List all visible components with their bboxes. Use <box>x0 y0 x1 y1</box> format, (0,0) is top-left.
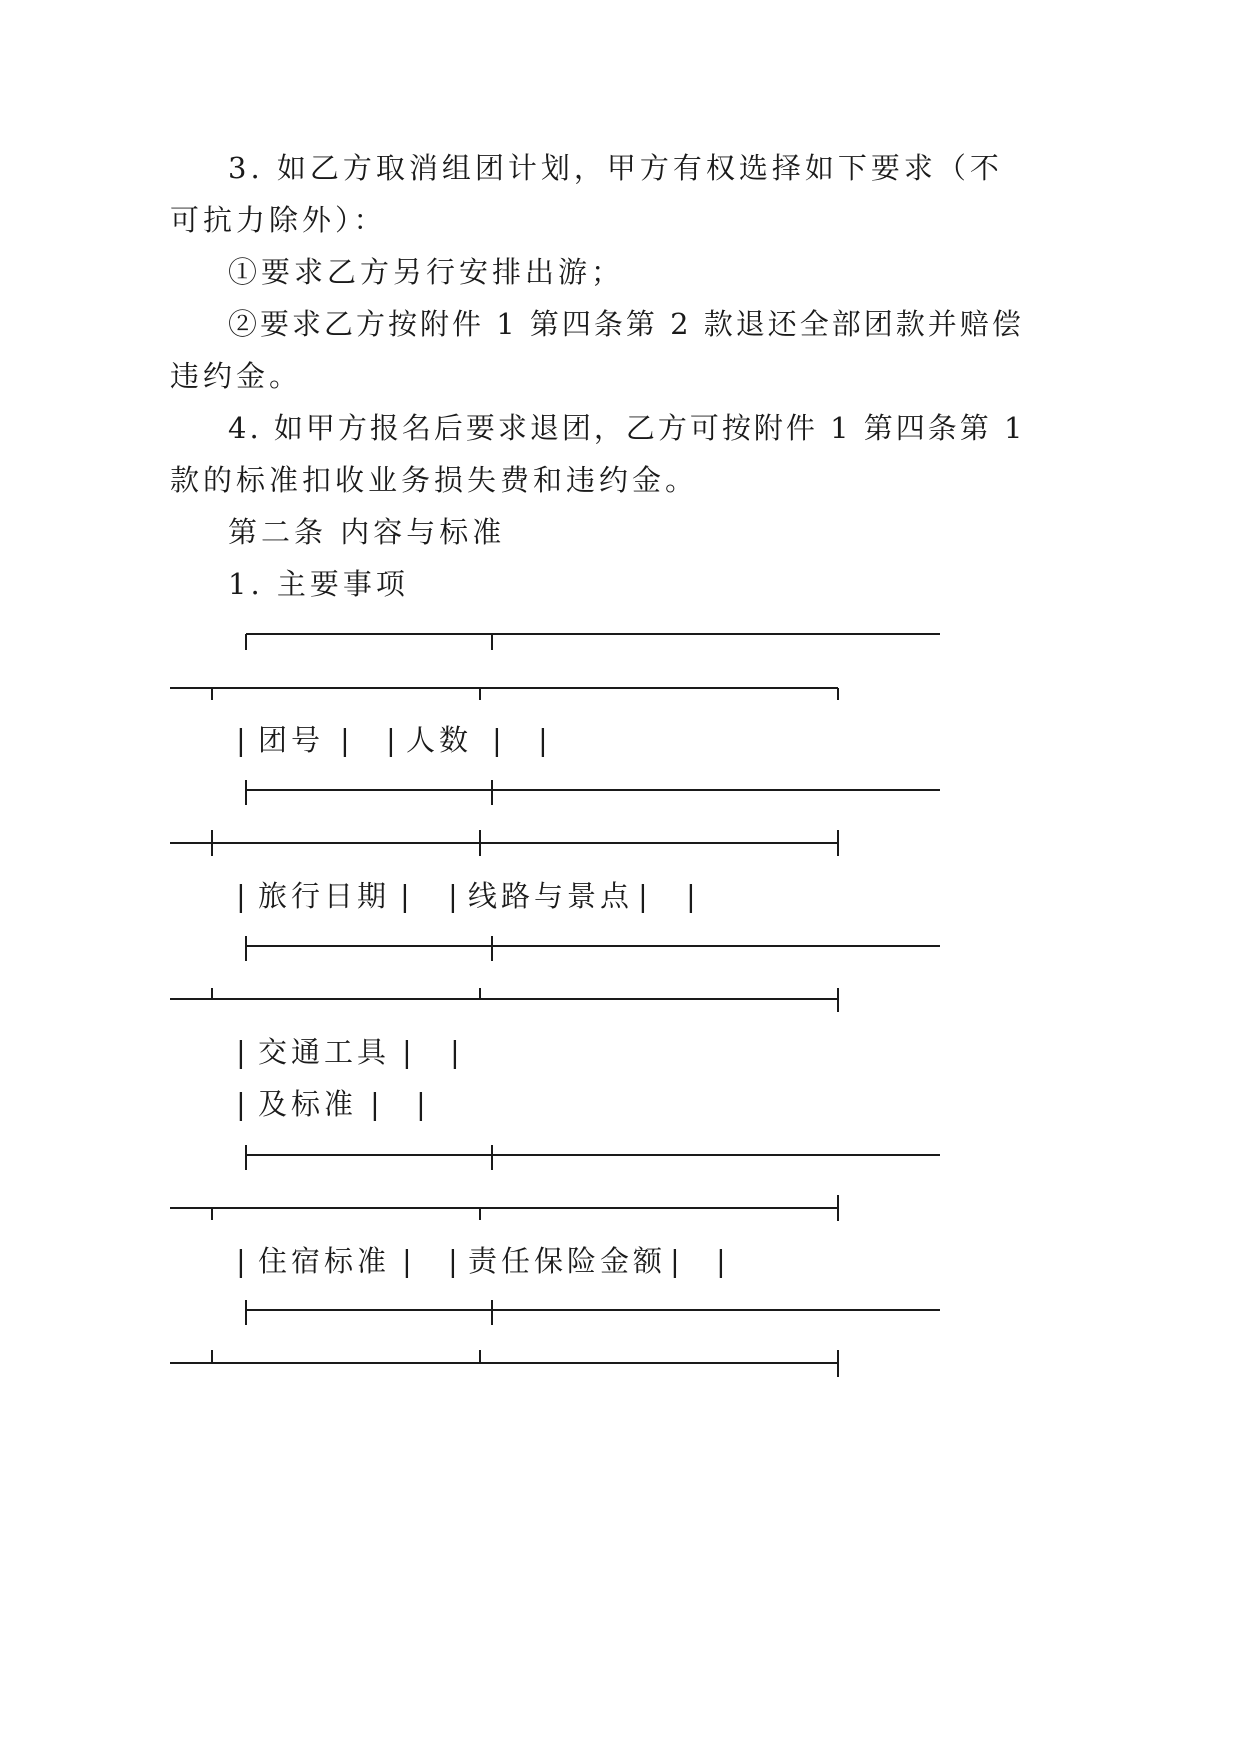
paragraph-4-line-1: 4. 如甲方报名后要求退团，乙方可按附件 1 第四条第 1 <box>228 411 1026 445</box>
table-cell-travel-date-label: 旅行日期 <box>258 879 391 913</box>
option-1: ①要求乙方另行安排出游； <box>228 255 625 289</box>
table-rule <box>170 1350 838 1377</box>
paragraph-3-line-2: 可抗力除外）： <box>170 203 387 237</box>
section-title: 第二条 内容与标准 <box>228 515 506 549</box>
table-bar: | <box>236 1244 246 1278</box>
table-bar: | <box>492 723 502 757</box>
table-bar: | <box>400 879 410 913</box>
table-rule <box>170 988 838 1012</box>
table-rule <box>246 936 940 961</box>
item-1-title: 1. 主要事项 <box>228 567 409 601</box>
table-cell-lodging-label: 住宿标准 <box>258 1244 391 1278</box>
table-bar: | <box>386 723 396 757</box>
table-cell-insurance-label: 责任保险金额 <box>468 1244 667 1278</box>
table-bar: | <box>416 1087 426 1121</box>
table-bar: | <box>538 723 548 757</box>
table-bar: | <box>686 879 696 913</box>
table-bar: | <box>670 1244 680 1278</box>
table-bar: | <box>236 723 246 757</box>
table-bar: | <box>370 1087 380 1121</box>
table-rule <box>170 688 838 700</box>
table-bar: | <box>236 1035 246 1069</box>
table-cell-route-label: 线路与景点 <box>468 879 634 913</box>
option-2-line-2: 违约金。 <box>170 359 303 393</box>
table-cell-group-number-label: 团号 <box>258 723 325 757</box>
table-bar: | <box>402 1035 412 1069</box>
table-cell-transport-label-line-2: 及标准 <box>258 1087 358 1121</box>
table-bar: | <box>716 1244 726 1278</box>
table-bar: | <box>402 1244 412 1278</box>
table-bar: | <box>340 723 350 757</box>
option-2-line-1: ②要求乙方按附件 1 第四条第 2 款退还全部团款并赔偿 <box>228 307 1024 341</box>
paragraph-3-line-1: 3. 如乙方取消组团计划，甲方有权选择如下要求（不 <box>228 151 1003 185</box>
table-rule <box>246 1145 940 1170</box>
table-cell-headcount-label: 人数 <box>406 723 473 757</box>
table-bar: | <box>450 1035 460 1069</box>
table-cell-transport-label-line-1: 交通工具 <box>258 1035 391 1069</box>
table-rule <box>170 1195 838 1221</box>
table-rule <box>170 830 838 856</box>
table-bar: | <box>236 879 246 913</box>
table-rule <box>246 1300 940 1325</box>
table-bar: | <box>448 879 458 913</box>
table-rule <box>246 780 940 805</box>
table-bar: | <box>448 1244 458 1278</box>
table-rule <box>246 634 940 650</box>
table-bar: | <box>236 1087 246 1121</box>
paragraph-4-line-2: 款的标准扣收业务损失费和违约金。 <box>170 463 699 497</box>
table-bar: | <box>638 879 648 913</box>
